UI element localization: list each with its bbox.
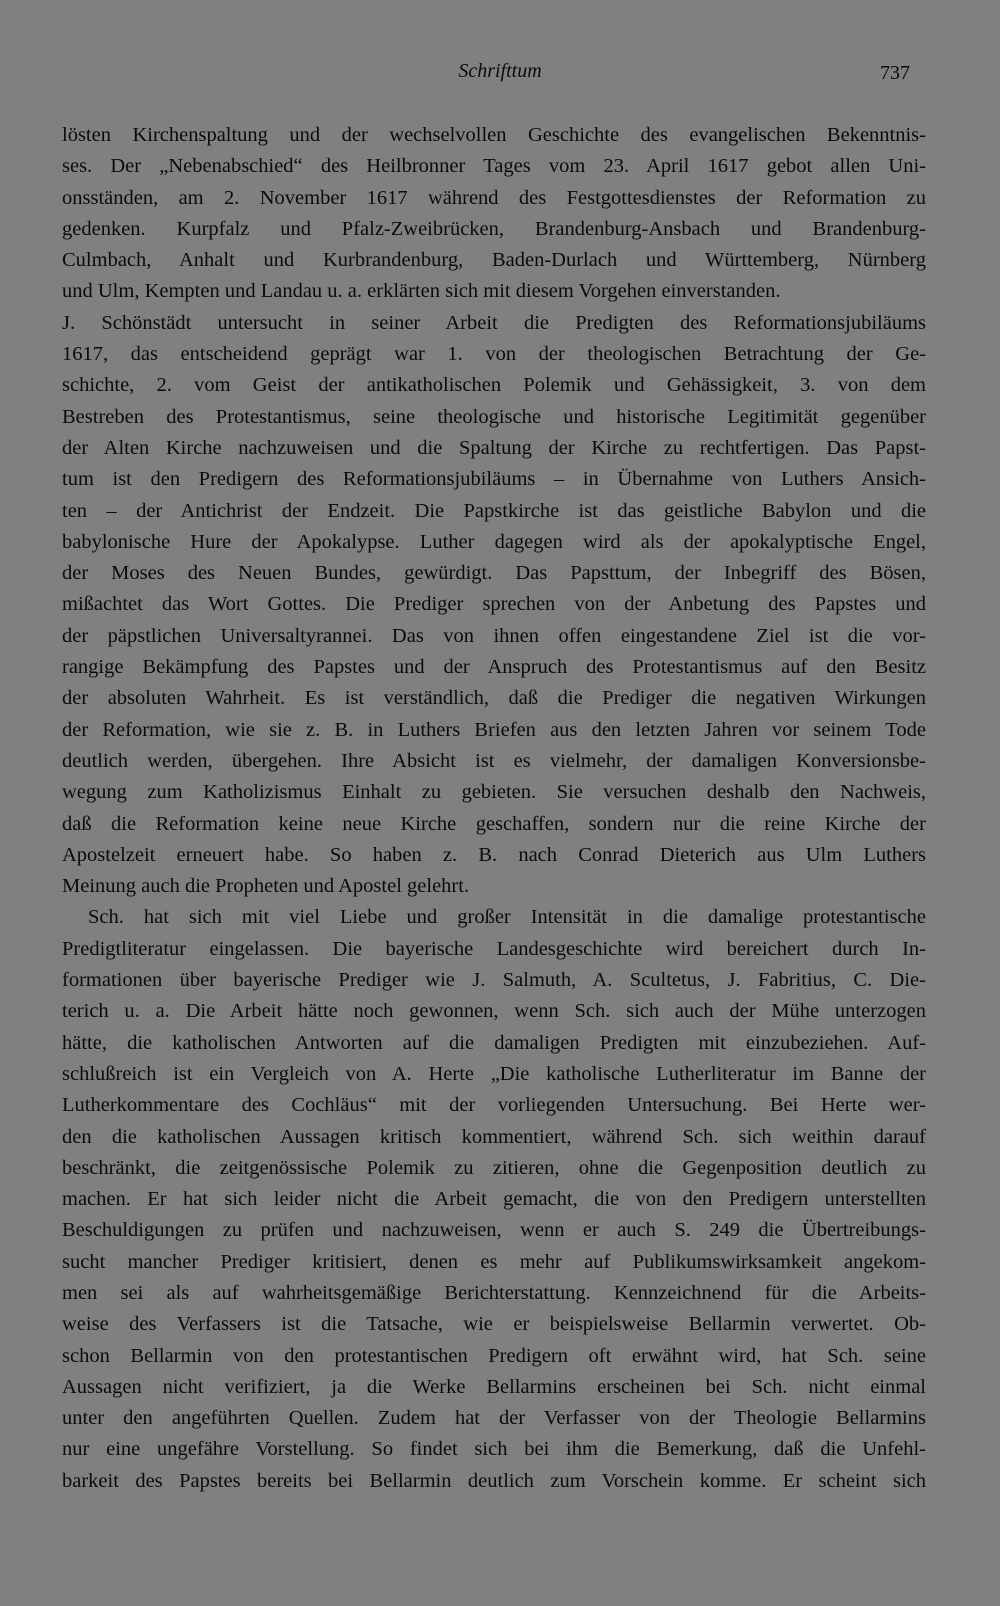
text-line: Predigtliteratur eingelassen. Die bayerische Landesgeschichte wird bereichert durch In- [62, 937, 926, 960]
text-line: sucht mancher Prediger kritisiert, denen es mehr auf Publikumswirksamkeit angekom- [62, 1250, 926, 1273]
text-line: der päpstlichen Universaltyrannei. Das von ihnen offen eingestandene Ziel ist die vor- [62, 624, 926, 647]
text-line: daß die Reformation keine neue Kirche geschaffen, sondern nur die reine Kirche der [62, 812, 926, 835]
text-line: rangige Bekämpfung des Papstes und der Anspruch des Protestantismus auf den Besitz [62, 656, 926, 679]
text-line: lösten Kirchenspaltung und der wechselvollen Geschichte des evangelischen Bekenntnis- [62, 124, 926, 146]
text-line: Bestreben des Protestantismus, seine theologische und historische Legitimität gegenüber [62, 405, 926, 428]
text-line: mißachtet das Wort Gottes. Die Prediger sprechen von der Anbetung des Papstes und [62, 593, 926, 616]
text-line: 1617, das entscheidend geprägt war 1. von der theologischen Betrachtung der Ge- [62, 343, 926, 366]
text-line: Lutherkommentare des Cochläus“ mit der vorliegenden Untersuchung. Bei Herte wer- [62, 1094, 926, 1117]
text-line: nur eine ungefähre Vorstellung. So findet sich bei ihm die Bemerkung, daß die Unfehl- [62, 1438, 926, 1461]
text-line: terich u. a. Die Arbeit hätte noch gewonnen, wenn Sch. sich auch der Mühe unterzogen [62, 1000, 926, 1023]
text-line: der Alten Kirche nachzuweisen und die Spaltung der Kirche zu rechtfertigen. Das Papst- [62, 436, 926, 459]
text-line: den die katholischen Aussagen kritisch kommentiert, während Sch. sich weithin darauf [62, 1125, 926, 1148]
page-number: 737 [880, 62, 910, 84]
text-line: hätte, die katholischen Antworten auf die damaligen Predigten mit einzubeziehen. Auf- [62, 1031, 926, 1054]
text-line: der absoluten Wahrheit. Es ist verständlich, daß die Prediger die negativen Wirkungen [62, 687, 926, 710]
text-line: Sch. hat sich mit viel Liebe und großer Intensität in die damalige protestantische [88, 906, 926, 929]
text-line: gedenken. Kurpfalz und Pfalz-Zweibrücken, Brandenburg-Ansbach und Brandenburg- [62, 217, 926, 240]
text-line: schon Bellarmin von den protestantischen Predigern oft erwähnt wird, hat Sch. seine [62, 1344, 926, 1367]
body-text [62, 120, 926, 1497]
text-line: ses. Der „Nebenabschied“ des Heilbronner Tages vom 23. April 1617 gebot allen Uni- [62, 155, 926, 178]
text-line: onsständen, am 2. November 1617 während des Festgottesdienstes der Reformation zu [62, 186, 926, 209]
text-line: beschränkt, die zeitgenössische Polemik zu zitieren, ohne die Gegenposition deutlich zu [62, 1156, 926, 1179]
text-line: schlußreich ist ein Vergleich von A. Herte „Die katholische Lutherliteratur im Banne der [62, 1062, 926, 1085]
text-line: men sei als auf wahrheitsgemäßige Berichterstattung. Kennzeichnend für die Arbeits- [62, 1281, 926, 1304]
text-line: machen. Er hat sich leider nicht die Arbeit gemacht, die von den Predigern unterstellten [62, 1188, 926, 1211]
text-line: babylonische Hure der Apokalypse. Luther dagegen wird als der apokalyptische Engel, [62, 530, 926, 553]
text-line: und Ulm, Kempten und Landau u. a. erklärten sich mit diesem Vorgehen einverstanden. [62, 280, 781, 303]
text-line: ten – der Antichrist der Endzeit. Die Papstkirche ist das geistliche Babylon und die [62, 499, 926, 522]
text-line: schichte, 2. vom Geist der antikatholischen Polemik und Gehässigkeit, 3. von dem [62, 374, 926, 397]
text-line: der Reformation, wie sie z. B. in Luthers Briefen aus den letzten Jahren vor seinem Tode [62, 718, 926, 741]
text-line: wegung zum Katholizismus Einhalt zu gebieten. Sie versuchen deshalb den Nachweis, [62, 781, 926, 804]
text-line: barkeit des Papstes bereits bei Bellarmin deutlich zum Vorschein komme. Er scheint sich [62, 1469, 926, 1492]
text-line: weise des Verfassers ist die Tatsache, wie er beispielsweise Bellarmin verwertet. Ob- [62, 1313, 926, 1336]
text-line: Apostelzeit erneuert habe. So haben z. B. nach Conrad Dieterich aus Ulm Luthers [62, 843, 926, 866]
text-line: der Moses des Neuen Bundes, gewürdigt. Das Papsttum, der Inbegriff des Bösen, [62, 562, 926, 585]
text-line: deutlich werden, übergehen. Ihre Absicht ist es vielmehr, der damaligen Konversionsbe- [62, 749, 926, 772]
text-line: formationen über bayerische Prediger wie J. Salmuth, A. Scultetus, J. Fabritius, C. Die- [62, 969, 926, 992]
text-line: Beschuldigungen zu prüfen und nachzuweisen, wenn er auch S. 249 die Übertreibungs- [62, 1219, 926, 1242]
text-line: unter den angeführten Quellen. Zudem hat der Verfasser von der Theologie Bellarmins [62, 1407, 926, 1430]
text-line: Aussagen nicht verifiziert, ja die Werke Bellarmins erscheinen bei Sch. nicht einmal [62, 1375, 926, 1398]
text-line: Culmbach, Anhalt und Kurbrandenburg, Baden-Durlach und Württemberg, Nürnberg [62, 249, 926, 272]
text-line: Meinung auch die Propheten und Apostel gelehrt. [62, 875, 470, 898]
text-line: J. Schönstädt untersucht in seiner Arbeit die Predigten des Reformationsjubiläums [62, 311, 926, 334]
running-header-title: Schrifttum [458, 60, 542, 82]
text-line: tum ist den Predigern des Reformationsjubiläums – in Übernahme von Luthers Ansich- [62, 468, 926, 491]
